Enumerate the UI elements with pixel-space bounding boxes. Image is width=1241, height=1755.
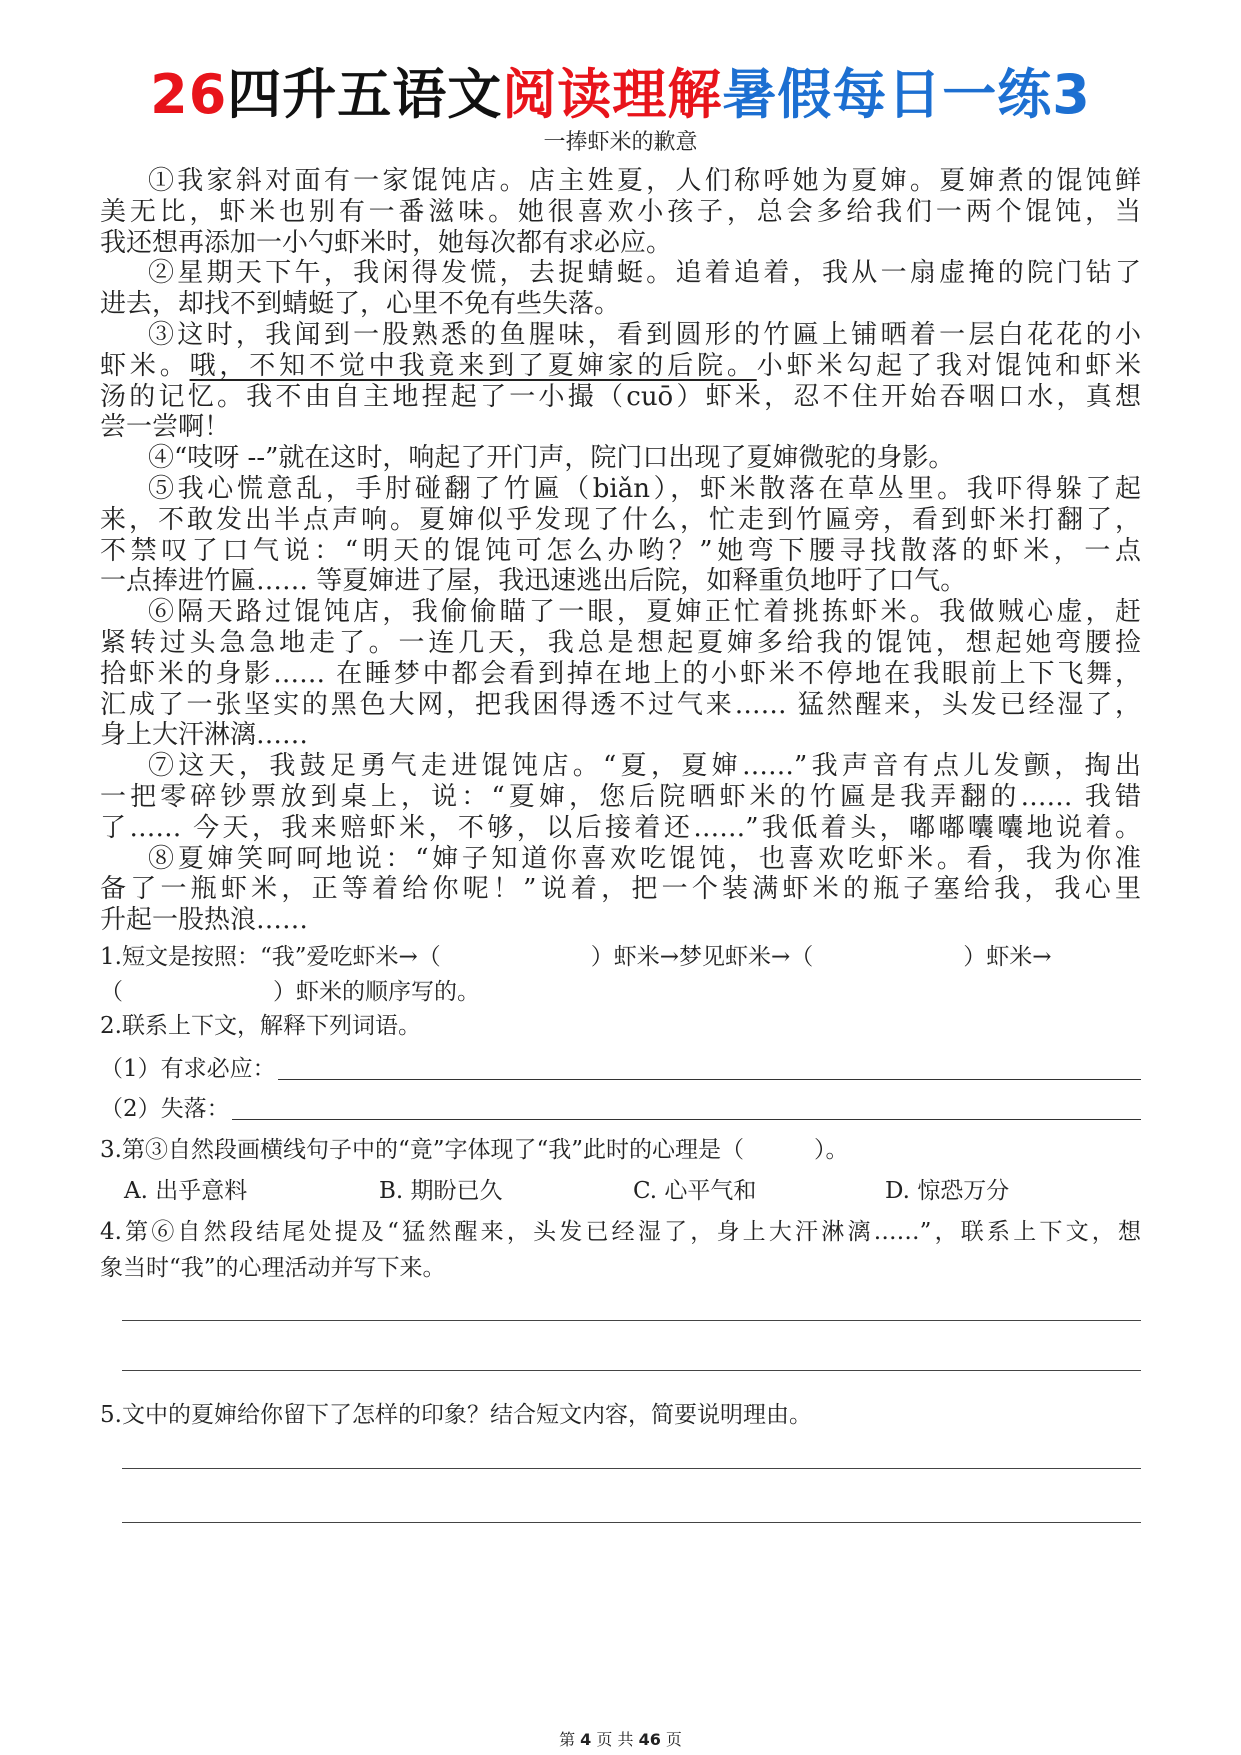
- passage-line: 美无比，虾米也别有一番滋味。她很喜欢小孩子，总会多给我们一两个馄饨，当: [100, 196, 1141, 227]
- item-label: （2）失落：: [100, 1096, 230, 1122]
- question-text: ）虾米→梦见虾米→（: [590, 944, 814, 970]
- title-part-grade: 四升五语文: [227, 63, 503, 126]
- footer-text: 第: [559, 1730, 581, 1749]
- answer-underline: [278, 1078, 1141, 1080]
- item-label: （1）有求必应：: [100, 1056, 276, 1082]
- passage-line: 不禁叹了口气说：“明天的馄饨可怎么办哟？”她弯下腰寻找散落的虾米，一点: [100, 535, 1141, 566]
- question-text: 3.第③自然段画横线句子中的“竟”字体现了“我”此时的心理是（: [100, 1137, 744, 1163]
- total-pages: 46: [638, 1730, 661, 1749]
- answer-line: [122, 1320, 1141, 1321]
- passage-line: 我还想再添加一小勺虾米时，她每次都有求必应。: [100, 227, 673, 258]
- title-part-number: 26: [150, 63, 228, 126]
- question-2-item-2: [100, 1091, 1141, 1127]
- page-title: [0, 60, 1241, 130]
- passage-line: 进去，却找不到蜻蜓了，心里不免有些失落。: [100, 289, 621, 320]
- passage-line: ⑤我心慌意乱，手肘碰翻了竹匾（biǎn），虾米散落在草丛里。我吓得躲了起: [148, 473, 1141, 504]
- underlined-sentence: 哦，不知不觉中我竟来到了夏婶家的后院。: [189, 350, 757, 381]
- passage-line: 一点捧进竹匾…… 等夏婶进了屋，我迅速逃出后院，如释重负地吁了口气。: [100, 566, 967, 597]
- question-text: 1.短文是按照：“我”爱吃虾米→（: [100, 944, 441, 970]
- question-text: ）虾米→: [963, 944, 1052, 970]
- passage-line: 备了一瓶虾米，正等着给你呢！”说着，把一个装满虾米的瓶子塞给我，我心里: [100, 874, 1141, 905]
- passage-line: 汇成了一张坚实的黑色大网，把我困得透不过气来…… 猛然醒来，头发已经湿了，: [100, 689, 1141, 720]
- passage-line: 升起一股热浪……: [100, 905, 309, 936]
- passage-line: 紧转过头急急地走了。一连几天，我总是想起夏婶多给我的馄饨，想起她弯腰捡: [100, 627, 1141, 658]
- passage-line: ②星期天下午，我闲得发慌，去捉蜻蜓。追着追着，我从一扇虚掩的院门钻了: [148, 258, 1141, 289]
- question-4-line-1: 4.第⑥自然段结尾处提及“猛然醒来，头发已经湿了，身上大汗淋漓……”，联系上下文，想: [100, 1219, 1141, 1245]
- page-number: 4: [580, 1730, 592, 1749]
- question-text: （: [100, 979, 123, 1005]
- footer-text: 页 共: [591, 1730, 639, 1749]
- paragraph-8: [100, 844, 1141, 936]
- answer-line: [122, 1370, 1141, 1371]
- passage-line: 身上大汗淋漓……: [100, 720, 309, 751]
- option-b: B. 期盼已久: [379, 1178, 503, 1204]
- paragraph-1: [100, 166, 1141, 258]
- question-1-line-2: [100, 974, 1141, 1010]
- passage-line: 尝一尝啊！: [100, 412, 231, 443]
- page-footer: [0, 1728, 1241, 1752]
- question-text: ）。: [813, 1137, 849, 1163]
- answer-line: [122, 1522, 1141, 1523]
- question-2-stem: 2.联系上下文，解释下列词语。: [100, 1013, 421, 1039]
- passage-line: ①我家斜对面有一家馄饨店。店主姓夏，人们称呼她为夏婶。夏婶煮的馄饨鲜: [148, 166, 1141, 196]
- option-a: A. 出乎意料: [124, 1178, 248, 1204]
- question-5-stem: 5.文中的夏婶给你留下了怎样的印象？结合短文内容，简要说明理由。: [100, 1402, 812, 1428]
- option-d: D. 惊恐万分: [885, 1178, 1010, 1204]
- passage-line: ④“吱呀 --”就在这时，响起了开门声，院门口出现了夏婶微驼的身影。: [148, 443, 955, 474]
- passage-line: ⑦这天，我鼓足勇气走进馄饨店。“夏，夏婶……”我声音有点儿发颤，掏出: [148, 751, 1141, 782]
- passage-line: [100, 351, 1141, 382]
- passage-line: ⑧夏婶笑呵呵地说：“婶子知道你喜欢吃馄饨，也喜欢吃虾米。看，我为你准: [148, 843, 1141, 874]
- line-text: 小虾米勾起了我对馄饨和虾米: [756, 350, 1141, 381]
- paragraph-5: [100, 474, 1141, 597]
- passage-line: 汤的记忆。我不由自主地捏起了一小撮（cuō）虾米，忍不住开始吞咽口水，真想: [100, 381, 1141, 412]
- footer-text: 页: [660, 1730, 682, 1749]
- paragraph-4: [100, 443, 1141, 474]
- paragraph-7: [100, 751, 1141, 843]
- reading-passage: [100, 166, 1141, 936]
- question-text: ）虾米的顺序写的。: [273, 979, 480, 1005]
- option-c: C. 心平气和: [633, 1178, 757, 1204]
- paragraph-6: [100, 597, 1141, 751]
- passage-line: 拾虾米的身影…… 在睡梦中都会看到掉在地上的小虾米不停地在我眼前上下飞舞，: [100, 658, 1141, 689]
- question-1-line-1: [100, 939, 1141, 975]
- paragraph-2: [100, 258, 1141, 320]
- line-text: 虾米。: [100, 350, 190, 381]
- passage-line: ③这时，我闻到一股熟悉的鱼腥味，看到圆形的竹匾上铺晒着一层白花花的小: [148, 319, 1141, 350]
- title-part-series: 暑假每日一练3: [722, 63, 1091, 126]
- question-2-item-1: [100, 1051, 1141, 1087]
- answer-line: [122, 1468, 1141, 1469]
- passage-line: 了…… 今天，我来赔虾米，不够，以后接着还……”我低着头，嘟嘟囔囔地说着。: [100, 812, 1141, 843]
- title-part-subject: 阅读理解: [502, 63, 723, 126]
- passage-line: ⑥隔天路过馄饨店，我偷偷瞄了一眼，夏婶正忙着挑拣虾米。我做贼心虚，赶: [148, 597, 1141, 628]
- question-4-line-2: 象当时“我”的心理活动并写下来。: [100, 1255, 446, 1281]
- passage-title: 一捧虾米的歉意: [543, 130, 698, 155]
- paragraph-3: [100, 320, 1141, 443]
- passage-line: 一把零碎钞票放到桌上，说：“夏婶，您后院晒虾米的竹匾是我弄翻的…… 我错: [100, 781, 1141, 812]
- question-3-stem: [100, 1132, 1141, 1168]
- passage-line: 来，不敢发出半点声响。夏婶似乎发现了什么，忙走到竹匾旁，看到虾米打翻了，: [100, 504, 1141, 535]
- answer-underline: [232, 1118, 1141, 1120]
